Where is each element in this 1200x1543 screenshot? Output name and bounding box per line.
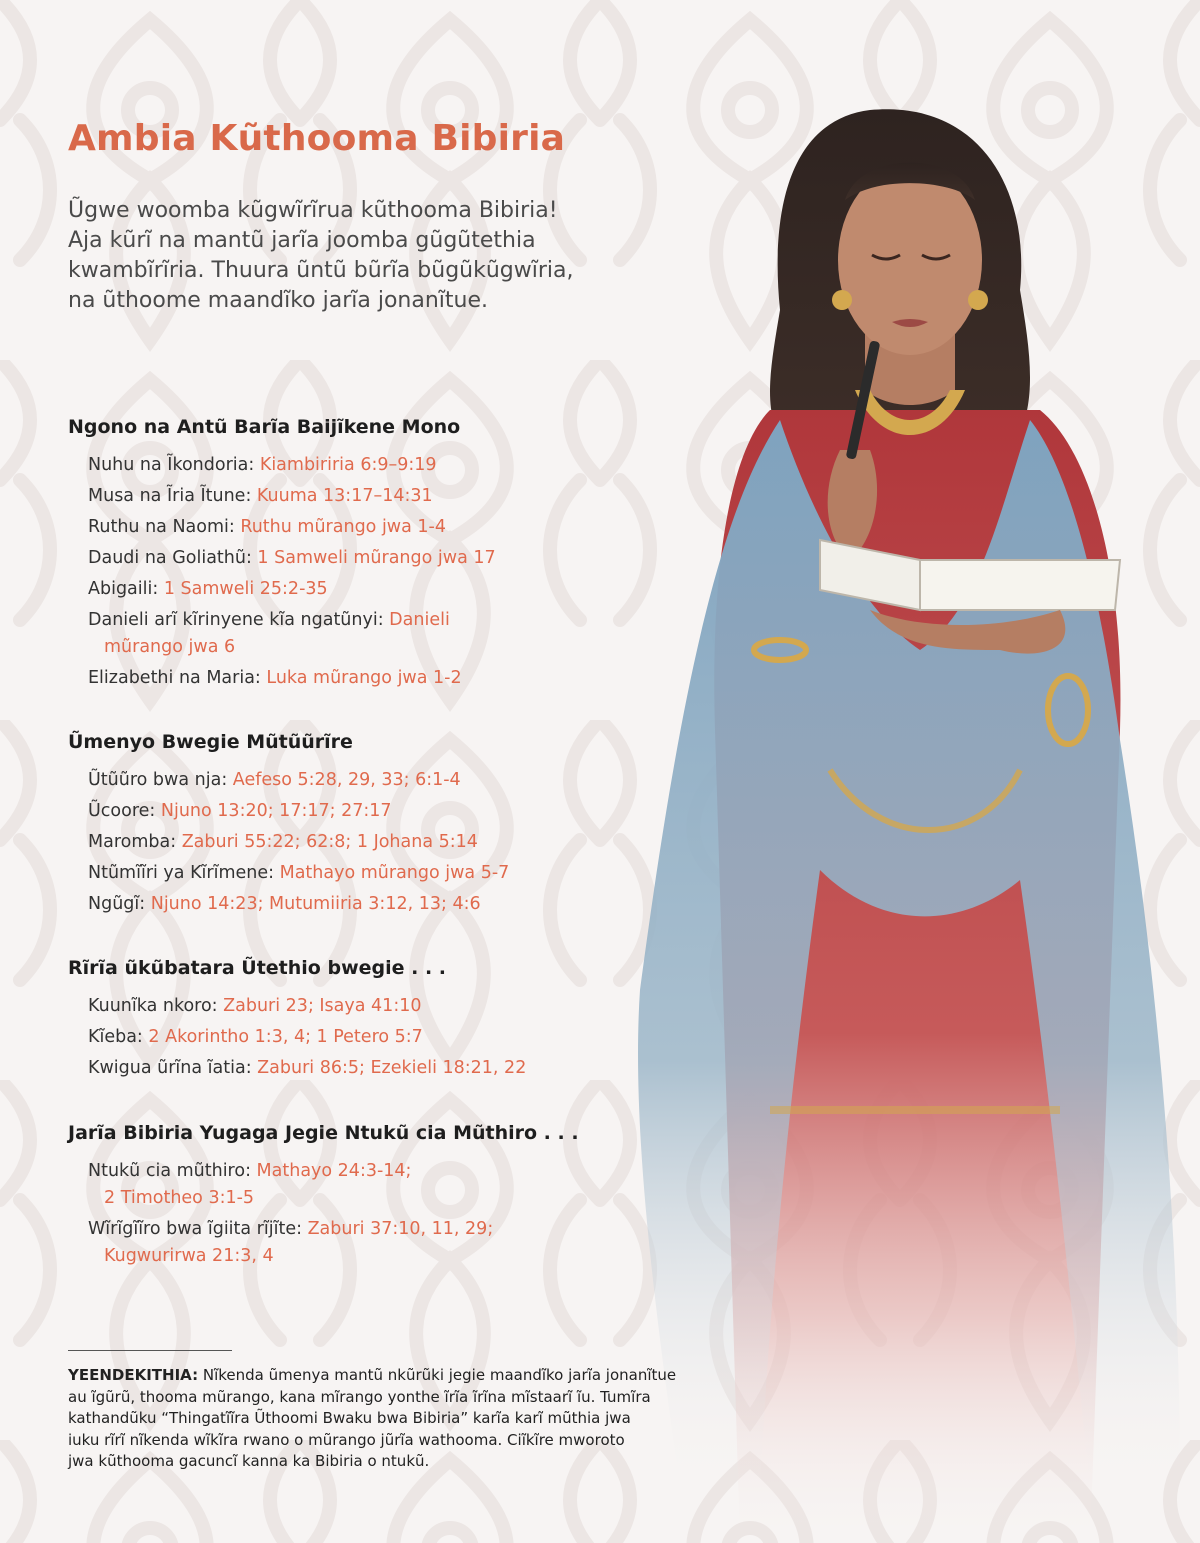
item-label: Danieli arĩ kĩrinyene kĩa ngatũnyi: [88, 610, 390, 630]
scripture-reference-continued[interactable]: mũrango jwa 6 [104, 637, 236, 657]
intro-paragraph [68, 196, 688, 316]
item-label: Ngũgĩ: [88, 894, 151, 914]
section-stories [68, 414, 708, 696]
list-item [88, 607, 708, 661]
scripture-reference[interactable]: Zaburi 55:22; 62:8; 1 Johana 5:14 [181, 832, 478, 852]
section-heading: Rĩrĩa ũkũbatara Ũtethio bwegie . . . [68, 957, 447, 979]
list-item [88, 829, 708, 856]
list-item [88, 452, 708, 479]
section-heading: Ngono na Antũ Barĩa Baijĩkene Mono [68, 416, 461, 438]
list-item [88, 993, 708, 1020]
footnote-line [68, 1365, 748, 1387]
footnote-line: jwa kũthooma gacuncĩ kanna ka Bibiria o ntukũ. [68, 1452, 430, 1470]
scripture-reference[interactable]: Danieli [389, 610, 450, 630]
item-label: Ntukũ cia mũthiro: [88, 1161, 257, 1181]
reference-list [68, 993, 708, 1082]
scripture-reference[interactable]: Mathayo 24:3-14; [256, 1161, 412, 1181]
section-last-days [68, 1120, 708, 1274]
scripture-reference[interactable]: Aefeso 5:28, 29, 33; 6:1-4 [232, 770, 461, 790]
footnote-line: iuku rĩrĩ nĩkenda wĩkĩra rwano o mũrango jũrĩa wathooma. Ciĩkĩre mworoto [68, 1430, 625, 1449]
page-title: Ambia Kũthooma Bibiria [68, 118, 566, 159]
section-living-wisdom [68, 729, 708, 922]
reference-list [68, 452, 708, 692]
list-item [88, 1024, 708, 1051]
scripture-reference[interactable]: 2 Akorintho 1:3, 4; 1 Petero 5:7 [148, 1027, 423, 1047]
item-label: Kĩeba: [88, 1027, 149, 1047]
scripture-reference[interactable]: 1 Samweli 25:2-35 [163, 579, 328, 599]
scripture-reference-continued[interactable]: Kugwurirwa 21:3, 4 [104, 1246, 274, 1266]
scripture-reference[interactable]: Kiambiriria 6:9–9:19 [259, 455, 437, 475]
reference-list [68, 1158, 708, 1270]
list-item [88, 767, 708, 794]
scripture-reference[interactable]: Zaburi 86:5; Ezekieli 18:21, 22 [257, 1058, 527, 1078]
footnote-line: au ĩgũrũ, thooma mũrango, kana mĩrango yonthe ĩrĩa ĩrĩna mĩstaarĩ ĩu. Tumĩra [68, 1387, 651, 1406]
footnote-divider [68, 1350, 232, 1351]
list-item [88, 514, 708, 541]
scripture-reference[interactable]: Zaburi 37:10, 11, 29; [307, 1219, 494, 1239]
section-help-needed [68, 955, 708, 1086]
footnote-lead: YEENDEKITHIA: [68, 1366, 199, 1384]
item-label: Kwigua ũrĩna ĩatia: [88, 1058, 258, 1078]
list-item [88, 1158, 708, 1212]
intro-line: Ũgwe woomba kũgwĩrĩrua kũthooma Bibiria! [68, 198, 558, 223]
item-label: Daudi na Goliathũ: [88, 548, 258, 568]
list-item [88, 798, 708, 825]
scripture-reference[interactable]: Mathayo mũrango jwa 5-7 [279, 863, 510, 883]
list-item [88, 860, 708, 887]
list-item [88, 665, 708, 692]
item-label: Nuhu na Ĩkondoria: [88, 455, 260, 475]
scripture-reference[interactable]: Luka mũrango jwa 1-2 [266, 668, 462, 688]
list-item [88, 545, 708, 572]
item-label: Ntũmĩĩri ya Kĩrĩmene: [88, 863, 280, 883]
list-item [88, 1216, 708, 1270]
section-heading: Ũmenyo Bwegie Mũtũũrĩre [68, 731, 353, 753]
intro-line: na ũthoome maandĩko jarĩa jonanĩtue. [68, 288, 489, 313]
intro-line: kwambĩrĩria. Thuura ũntũ bũrĩa bũgũkũgwĩria, [68, 258, 574, 283]
scripture-reference[interactable]: 1 Samweli mũrango jwa 17 [257, 548, 496, 568]
item-label: Ũcoore: [88, 801, 161, 821]
scripture-reference[interactable]: Njuno 14:23; Mutumiiria 3:12, 13; 4:6 [150, 894, 481, 914]
list-item [88, 576, 708, 603]
list-item [88, 891, 708, 918]
footnote [68, 1365, 748, 1473]
item-label: Ruthu na Naomi: [88, 517, 241, 537]
item-label: Abigaili: [88, 579, 164, 599]
item-label: Musa na Ĩria Ĩtune: [88, 486, 257, 506]
item-label: Elizabethi na Maria: [88, 668, 267, 688]
section-heading: Jarĩa Bibiria Yugaga Jegie Ntukũ cia Mũthiro . . . [68, 1122, 579, 1144]
intro-line: Aja kũrĩ na mantũ jarĩa joomba gũgũtethia [68, 228, 536, 253]
scripture-reference-continued[interactable]: 2 Timotheo 3:1-5 [104, 1188, 255, 1208]
scripture-reference[interactable]: Kuuma 13:17–14:31 [256, 486, 433, 506]
footnote-line: kathandũku “Thingatĩĩra Ũthoomi Bwaku bwa Bibiria” karĩa karĩ mũthia jwa [68, 1409, 631, 1427]
item-label: Maromba: [88, 832, 182, 852]
scripture-reference[interactable]: Njuno 13:20; 17:17; 27:17 [160, 801, 392, 821]
reference-list [68, 767, 708, 918]
item-label: Kuunĩka nkoro: [88, 996, 224, 1016]
scripture-reference[interactable]: Zaburi 23; Isaya 41:10 [223, 996, 422, 1016]
item-label: Wĩrĩgĩĩro bwa ĩgiita rĩjĩte: [88, 1219, 308, 1239]
footnote-text: Nĩkenda ũmenya mantũ nkũrũki jegie maandĩko jarĩa jonanĩtue [198, 1366, 677, 1384]
item-label: Ũtũũro bwa nja: [88, 770, 233, 790]
list-item [88, 1055, 708, 1082]
list-item [88, 483, 708, 510]
scripture-reference[interactable]: Ruthu mũrango jwa 1-4 [240, 517, 446, 537]
